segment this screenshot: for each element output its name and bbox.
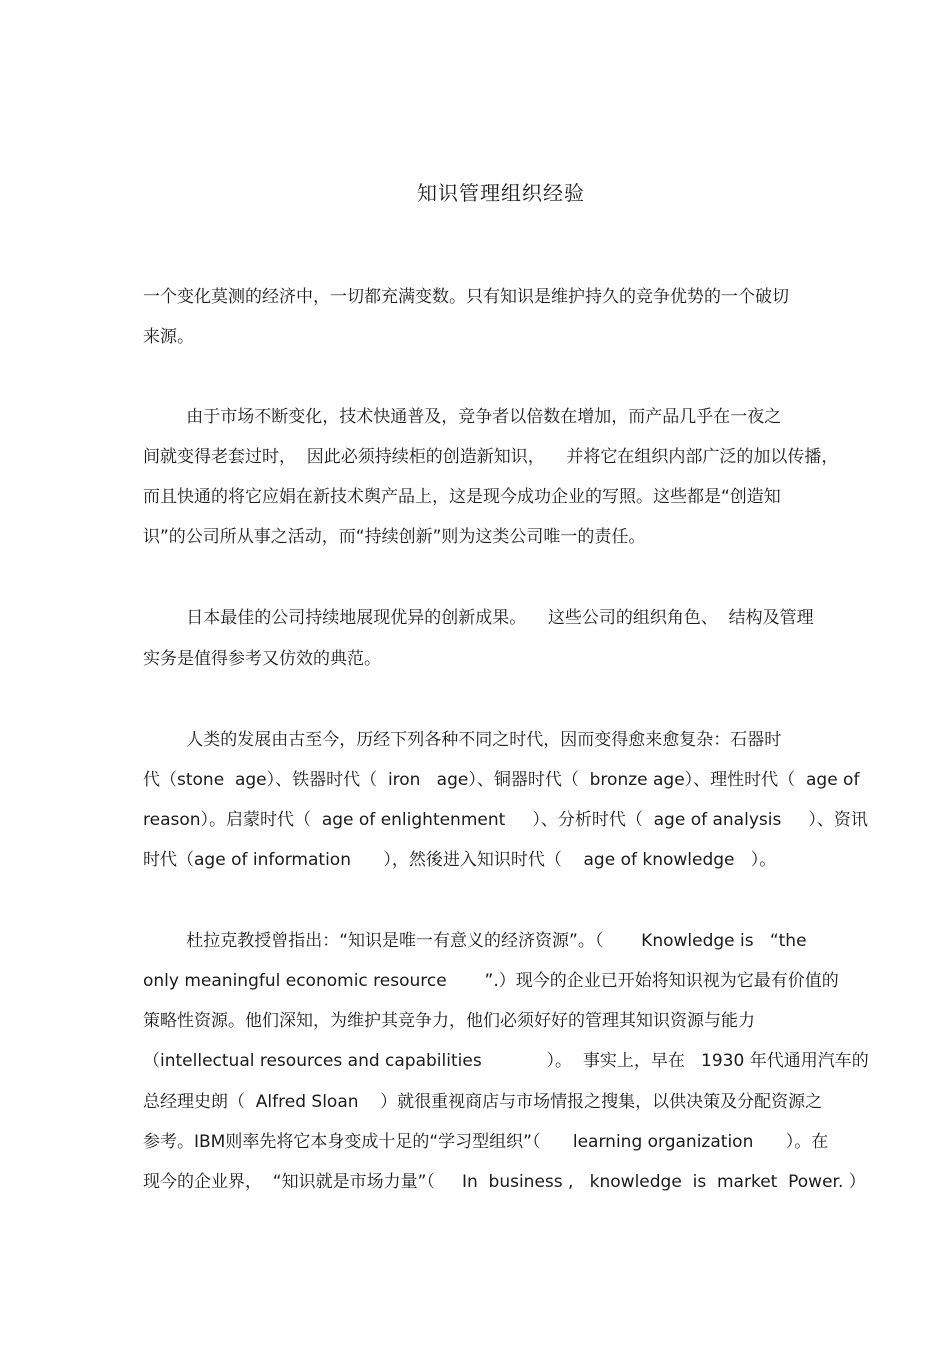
paragraph-5-line-2: only meaningful economic resource ”.）现今的企业已开始将知识视为它最有价值的 <box>143 971 839 991</box>
paragraph-4-line-3: reason）。启蒙时代（ age of enlightenment ）、分析时代（ age of analysis ）、资讯 <box>143 810 868 830</box>
paragraph-2-line-1: 由于市场不断变化，技术快通普及，竞争者以倍数在增加，而产品几乎在一夜之 <box>143 407 782 427</box>
paragraph-2-line-2: 间就变得老套过时， 因此必须持续柜的创造新知识， 并将它在组织内部广泛的加以传播， <box>143 447 839 467</box>
paragraph-4-line-2: 代（stone age）、铁器时代（ iron age）、铜器时代（ bronze age）、理性时代（ age of <box>143 770 860 790</box>
paragraph-5-line-5: 总经理史朗（ Alfred Sloan ）就很重视商店与市场情报之搜集，以供决策及分配资源之 <box>143 1092 823 1112</box>
paragraph-5-line-4: （intellectual resources and capabilities ）。 事实上，早在 1930 年代通用汽车的 <box>143 1051 869 1071</box>
paragraph-1-line-2: 来源。 <box>143 327 194 347</box>
paragraph-3-line-1: 日本最佳的公司持续地展现优异的创新成果。 这些公司的组织角色、 结构及管理 <box>143 608 814 628</box>
paragraph-5-line-6: 参考。IBM则率先将它本身变成十足的“学习型组织”（ learning organization ）。在 <box>143 1132 829 1152</box>
paragraph-2-line-3: 而且快通的将它应娟在新技术舆产品上，这是现今成功企业的写照。这些都是“创造知 <box>143 487 781 507</box>
paragraph-5-line-1: 杜拉克教授曾指出：“知识是唯一有意义的经济资源”。（ Knowledge is “the <box>143 931 807 951</box>
paragraph-4-line-1: 人类的发展由古至今，历经下列各种不同之时代，因而变得愈来愈复杂：石器时 <box>143 730 782 750</box>
paragraph-2-line-4: 识”的公司所从事之活动，而“持续创新”则为这类公司唯一的责任。 <box>143 527 646 547</box>
paragraph-3-line-2: 实务是值得参考又仿效的典范。 <box>143 649 381 669</box>
paragraph-4-line-4: 时代（age of information ），然後进入知识时代（ age of knowledge ）。 <box>143 850 777 870</box>
paragraph-5-line-7: 现今的企业界， “知识就是市场力量”（ In business , knowledge is market Power. ） <box>143 1172 866 1192</box>
paragraph-5-line-3: 策略性资源。他们深知，为维护其竞争力，他们必须好好的管理其知识资源与能力 <box>143 1011 755 1031</box>
document-title: 知识管理组织经验 <box>417 181 585 205</box>
paragraph-1-line-1: 一个变化莫测的经济中，一切都充满变数。只有知识是维护持久的竞争优势的一个破切 <box>143 287 789 307</box>
